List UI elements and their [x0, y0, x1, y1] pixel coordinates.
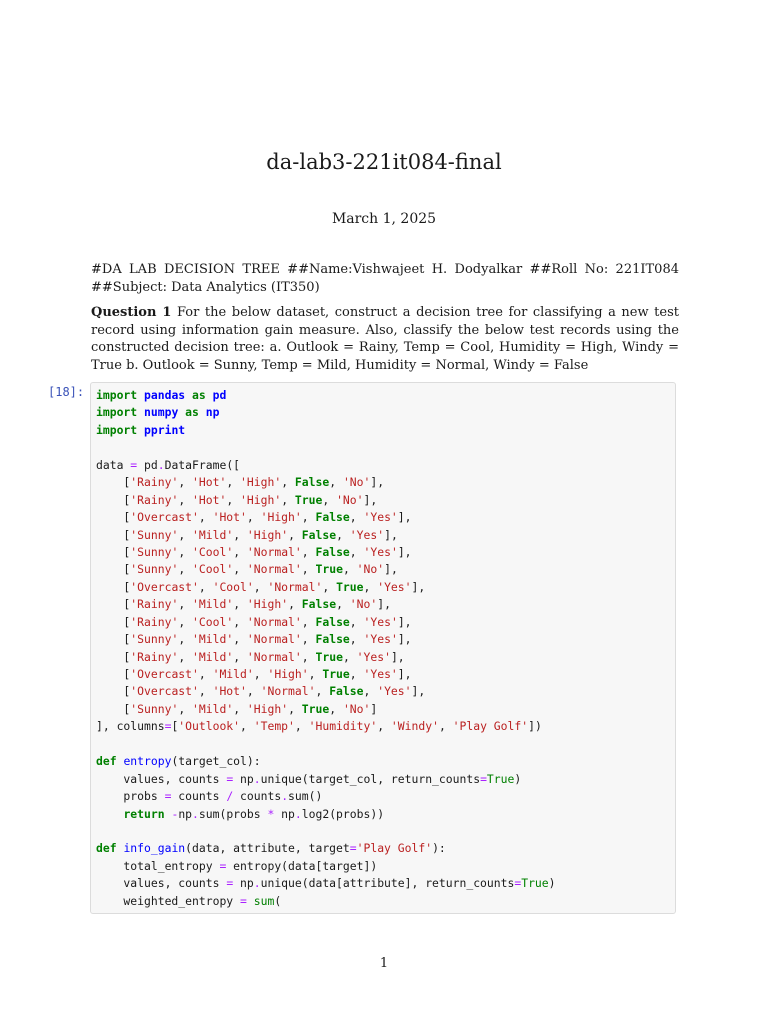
code-line: ['Overcast', 'Hot', 'Normal', False, 'Yes'],: [96, 684, 426, 699]
code-line: ['Rainy', 'Mild', 'High', False, 'No'],: [96, 597, 391, 612]
code-line: ['Overcast', 'Mild', 'High', True, 'Yes'],: [96, 667, 412, 681]
code-line: return -np.sum(probs * np.log2(probs)): [123, 806, 385, 821]
question-text: For the below dataset, construct a decision tree for classifying a new test record using information gain measure. Also, classify the below test records using the constructed decision tree: a. Outlook = Rainy, Temp = Cool, Humidity = High, Windy = True b. Outlook = Sunny, Temp = Mild, Humidity = Normal, Windy = False: [91, 305, 679, 373]
code-line: ['Rainy', 'Cool', 'Normal', False, 'Yes'],: [96, 614, 412, 629]
document-date: March 1, 2025: [331, 211, 437, 227]
code-line: ['Overcast', 'Hot', 'High', False, 'Yes'],: [96, 510, 412, 525]
code-line: total_entropy = entropy(data[target]): [96, 858, 378, 873]
code-line: import pandas as pd: [96, 388, 227, 402]
code-line: ['Rainy', 'Hot', 'High', False, 'No'],: [96, 475, 385, 490]
code-line: data = pd.DataFrame([: [96, 457, 241, 472]
question-paragraph: [91, 304, 679, 374]
code-line: values, counts = np.unique(data[attribute], return_counts=True): [96, 876, 556, 891]
code-line: ], columns=['Outlook', 'Temp', 'Humidity', 'Windy', 'Play Golf']): [96, 719, 542, 734]
cell-prompt: [18]:: [48, 385, 85, 399]
code-line: probs = counts / counts.sum(): [96, 789, 323, 804]
code-line: import numpy as np: [96, 405, 220, 420]
code-line: import pprint: [96, 422, 186, 437]
code-line: def entropy(target_col):: [96, 754, 261, 769]
code-line: ['Rainy', 'Mild', 'Normal', True, 'Yes'],: [96, 649, 405, 664]
header-text: #DA LAB DECISION TREE ##Name:Vishwajeet H. Dodyalkar ##Roll No: 221IT084 ##Subject: Data Analytics (IT350): [91, 262, 679, 295]
code-block: [91, 383, 675, 910]
code-line: ['Sunny', 'Mild', 'Normal', False, 'Yes'],: [96, 632, 412, 647]
document-title: da-lab3-221it084-final: [266, 150, 502, 174]
code-cell[interactable]: [90, 382, 676, 914]
page-number: 1: [379, 956, 389, 971]
code-line: [96, 736, 675, 753]
code-line: [96, 823, 675, 840]
code-line: def info_gain(data, attribute, target='Play Golf'):: [96, 841, 446, 856]
code-line: ['Sunny', 'Cool', 'Normal', False, 'Yes'],: [96, 544, 412, 559]
question-label: Question 1: [91, 305, 172, 320]
code-line: values, counts = np.unique(target_col, return_counts=True): [96, 771, 522, 786]
code-line: ['Rainy', 'Hot', 'High', True, 'No'],: [96, 492, 378, 507]
code-line: [96, 439, 675, 456]
code-line: ['Sunny', 'Mild', 'High', False, 'Yes'],: [96, 527, 398, 542]
code-line: weighted_entropy = sum(: [96, 893, 282, 908]
code-line: ['Sunny', 'Cool', 'Normal', True, 'No'],: [96, 562, 398, 577]
code-line: ['Sunny', 'Mild', 'High', True, 'No']: [96, 701, 378, 716]
code-line: ['Overcast', 'Cool', 'Normal', True, 'Yes'],: [96, 579, 426, 594]
